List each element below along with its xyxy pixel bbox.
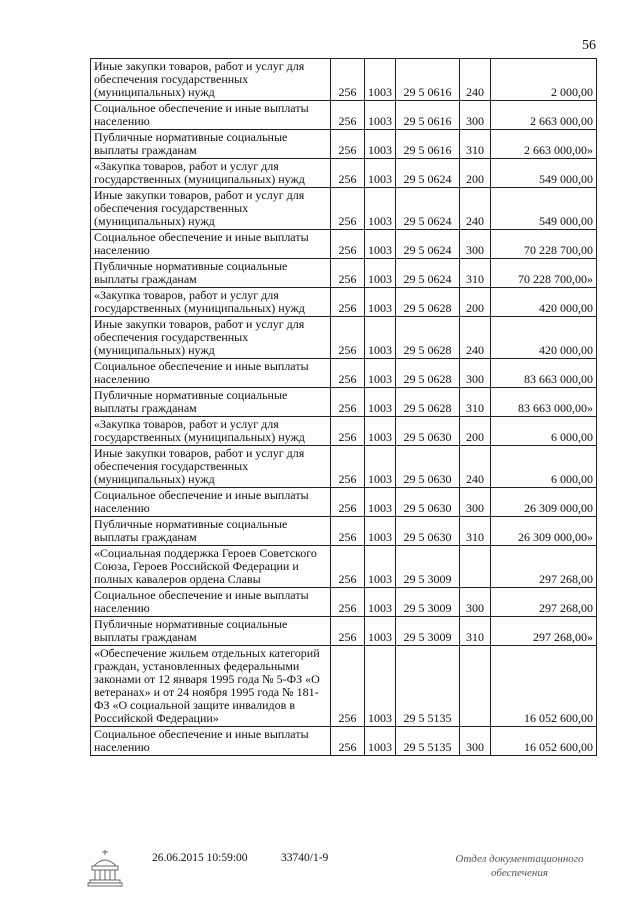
table-row	[91, 230, 597, 259]
cell-vr: 300	[460, 488, 491, 517]
cell-rz: 1003	[365, 727, 396, 756]
cell-vr: 240	[460, 188, 491, 230]
cell-name: Публичные нормативные социальные выплаты гражданам	[91, 388, 331, 417]
cell-csr: 29 5 0616	[396, 59, 460, 101]
cell-amount: 297 268,00	[491, 546, 597, 588]
cell-amount: 83 663 000,00»	[491, 388, 597, 417]
cell-vr: 200	[460, 159, 491, 188]
cell-vr: 300	[460, 230, 491, 259]
cell-ved: 256	[331, 517, 365, 546]
cell-vr: 240	[460, 446, 491, 488]
cell-csr: 29 5 5135	[396, 727, 460, 756]
department-stamp: Отдел документационного обеспечения	[455, 853, 584, 879]
cell-ved: 256	[331, 727, 365, 756]
cell-rz: 1003	[365, 101, 396, 130]
cell-name: Социальное обеспечение и иные выплаты населению	[91, 101, 331, 130]
table-row	[91, 488, 597, 517]
table-row	[91, 617, 597, 646]
cell-csr: 29 5 0630	[396, 417, 460, 446]
cell-csr: 29 5 0616	[396, 130, 460, 159]
cell-vr: 300	[460, 588, 491, 617]
cell-name: Социальное обеспечение и иные выплаты населению	[91, 230, 331, 259]
cell-csr: 29 5 0628	[396, 359, 460, 388]
cell-ved: 256	[331, 259, 365, 288]
cell-amount: 2 663 000,00	[491, 101, 597, 130]
cell-ved: 256	[331, 388, 365, 417]
cell-csr: 29 5 0628	[396, 288, 460, 317]
cell-ved: 256	[331, 159, 365, 188]
cell-rz: 1003	[365, 417, 396, 446]
cell-name: Социальное обеспечение и иные выплаты населению	[91, 588, 331, 617]
cell-name: Социальное обеспечение и иные выплаты населению	[91, 727, 331, 756]
cell-name: Публичные нормативные социальные выплаты гражданам	[91, 617, 331, 646]
cell-rz: 1003	[365, 446, 396, 488]
cell-ved: 256	[331, 617, 365, 646]
cell-vr: 300	[460, 101, 491, 130]
cell-amount: 26 309 000,00	[491, 488, 597, 517]
cell-vr: 310	[460, 517, 491, 546]
cell-vr: 300	[460, 727, 491, 756]
table-row	[91, 59, 597, 101]
cell-amount: 26 309 000,00»	[491, 517, 597, 546]
cell-csr: 29 5 0624	[396, 159, 460, 188]
cell-name: Иные закупки товаров, работ и услуг для обеспечения государственных (муниципальных) нужд	[91, 188, 331, 230]
cell-rz: 1003	[365, 317, 396, 359]
cell-name: «Закупка товаров, работ и услуг для государственных (муниципальных) нужд	[91, 288, 331, 317]
cell-csr: 29 5 3009	[396, 588, 460, 617]
cell-name: Иные закупки товаров, работ и услуг для обеспечения государственных (муниципальных) нужд	[91, 59, 331, 101]
cell-ved: 256	[331, 588, 365, 617]
table-row	[91, 188, 597, 230]
cell-ved: 256	[331, 230, 365, 259]
table-row	[91, 646, 597, 727]
cell-csr: 29 5 0630	[396, 517, 460, 546]
cell-name: Иные закупки товаров, работ и услуг для обеспечения государственных (муниципальных) нужд	[91, 446, 331, 488]
cell-amount: 420 000,00	[491, 288, 597, 317]
cell-csr: 29 5 0630	[396, 446, 460, 488]
table-row	[91, 101, 597, 130]
cell-vr	[460, 646, 491, 727]
footer-datetime: 26.06.2015 10:59:00	[152, 852, 248, 864]
cell-amount: 6 000,00	[491, 446, 597, 488]
cell-amount: 549 000,00	[491, 159, 597, 188]
cell-csr: 29 5 0630	[396, 488, 460, 517]
cell-name: «Социальная поддержка Героев Советского Союза, Героев Российской Федерации и полных кавалеров ордена Славы	[91, 546, 331, 588]
cell-rz: 1003	[365, 488, 396, 517]
cell-vr: 200	[460, 417, 491, 446]
cell-rz: 1003	[365, 359, 396, 388]
table-row	[91, 727, 597, 756]
cell-name: «Закупка товаров, работ и услуг для государственных (муниципальных) нужд	[91, 159, 331, 188]
table-row	[91, 546, 597, 588]
cell-name: Публичные нормативные социальные выплаты гражданам	[91, 130, 331, 159]
cell-vr: 240	[460, 59, 491, 101]
cell-rz: 1003	[365, 130, 396, 159]
cell-amount: 2 000,00	[491, 59, 597, 101]
table-row	[91, 446, 597, 488]
cell-amount: 297 268,00	[491, 588, 597, 617]
emblem-logo	[86, 848, 124, 888]
cell-ved: 256	[331, 546, 365, 588]
footer-doc-number: 33740/1-9	[281, 852, 329, 864]
cell-rz: 1003	[365, 588, 396, 617]
cell-amount: 6 000,00	[491, 417, 597, 446]
cell-vr	[460, 546, 491, 588]
cell-amount: 549 000,00	[491, 188, 597, 230]
cell-name: Социальное обеспечение и иные выплаты населению	[91, 488, 331, 517]
cell-ved: 256	[331, 130, 365, 159]
cell-rz: 1003	[365, 646, 396, 727]
cell-vr: 200	[460, 288, 491, 317]
cell-csr: 29 5 0624	[396, 188, 460, 230]
cell-rz: 1003	[365, 230, 396, 259]
cell-name: Социальное обеспечение и иные выплаты населению	[91, 359, 331, 388]
cell-amount: 2 663 000,00»	[491, 130, 597, 159]
cell-csr: 29 5 0624	[396, 230, 460, 259]
cell-rz: 1003	[365, 59, 396, 101]
cell-vr: 310	[460, 130, 491, 159]
table-row	[91, 517, 597, 546]
table-row	[91, 259, 597, 288]
cell-csr: 29 5 0628	[396, 388, 460, 417]
cell-amount: 16 052 600,00	[491, 727, 597, 756]
cell-name: Публичные нормативные социальные выплаты гражданам	[91, 259, 331, 288]
table-row	[91, 388, 597, 417]
cell-rz: 1003	[365, 517, 396, 546]
cell-rz: 1003	[365, 617, 396, 646]
table-row	[91, 317, 597, 359]
cell-name: Публичные нормативные социальные выплаты гражданам	[91, 517, 331, 546]
cell-csr: 29 5 0624	[396, 259, 460, 288]
cell-name: «Закупка товаров, работ и услуг для государственных (муниципальных) нужд	[91, 417, 331, 446]
cell-vr: 310	[460, 617, 491, 646]
cell-name: «Обеспечение жильем отдельных категорий граждан, установленных федеральными законами от 12 января 1995 года № 5-ФЗ «О ветеранах» и от 24 ноября 1995 года № 181-ФЗ «О социальной защите инвалидов в Российской Федерации»	[91, 646, 331, 727]
cell-vr: 300	[460, 359, 491, 388]
cell-ved: 256	[331, 188, 365, 230]
cell-ved: 256	[331, 417, 365, 446]
cell-ved: 256	[331, 59, 365, 101]
cell-rz: 1003	[365, 388, 396, 417]
cell-csr: 29 5 0616	[396, 101, 460, 130]
cell-csr: 29 5 3009	[396, 546, 460, 588]
cell-rz: 1003	[365, 288, 396, 317]
table-row	[91, 159, 597, 188]
table-row	[91, 588, 597, 617]
cell-amount: 16 052 600,00	[491, 646, 597, 727]
cell-ved: 256	[331, 488, 365, 517]
cell-vr: 240	[460, 317, 491, 359]
cell-csr: 29 5 3009	[396, 617, 460, 646]
cell-ved: 256	[331, 446, 365, 488]
cell-amount: 297 268,00»	[491, 617, 597, 646]
table-row	[91, 130, 597, 159]
cell-rz: 1003	[365, 159, 396, 188]
cell-rz: 1003	[365, 188, 396, 230]
cell-amount: 70 228 700,00»	[491, 259, 597, 288]
cell-rz: 1003	[365, 546, 396, 588]
budget-table	[90, 58, 597, 756]
cell-ved: 256	[331, 646, 365, 727]
page-number: 56	[582, 38, 596, 53]
cell-amount: 70 228 700,00	[491, 230, 597, 259]
cell-vr: 310	[460, 388, 491, 417]
cell-ved: 256	[331, 101, 365, 130]
table-row	[91, 359, 597, 388]
cell-ved: 256	[331, 317, 365, 359]
cell-name: Иные закупки товаров, работ и услуг для обеспечения государственных (муниципальных) нужд	[91, 317, 331, 359]
cell-csr: 29 5 5135	[396, 646, 460, 727]
cell-ved: 256	[331, 359, 365, 388]
cell-amount: 83 663 000,00	[491, 359, 597, 388]
cell-vr: 310	[460, 259, 491, 288]
table-row	[91, 417, 597, 446]
cell-amount: 420 000,00	[491, 317, 597, 359]
cell-ved: 256	[331, 288, 365, 317]
cell-csr: 29 5 0628	[396, 317, 460, 359]
cell-rz: 1003	[365, 259, 396, 288]
table-row	[91, 288, 597, 317]
